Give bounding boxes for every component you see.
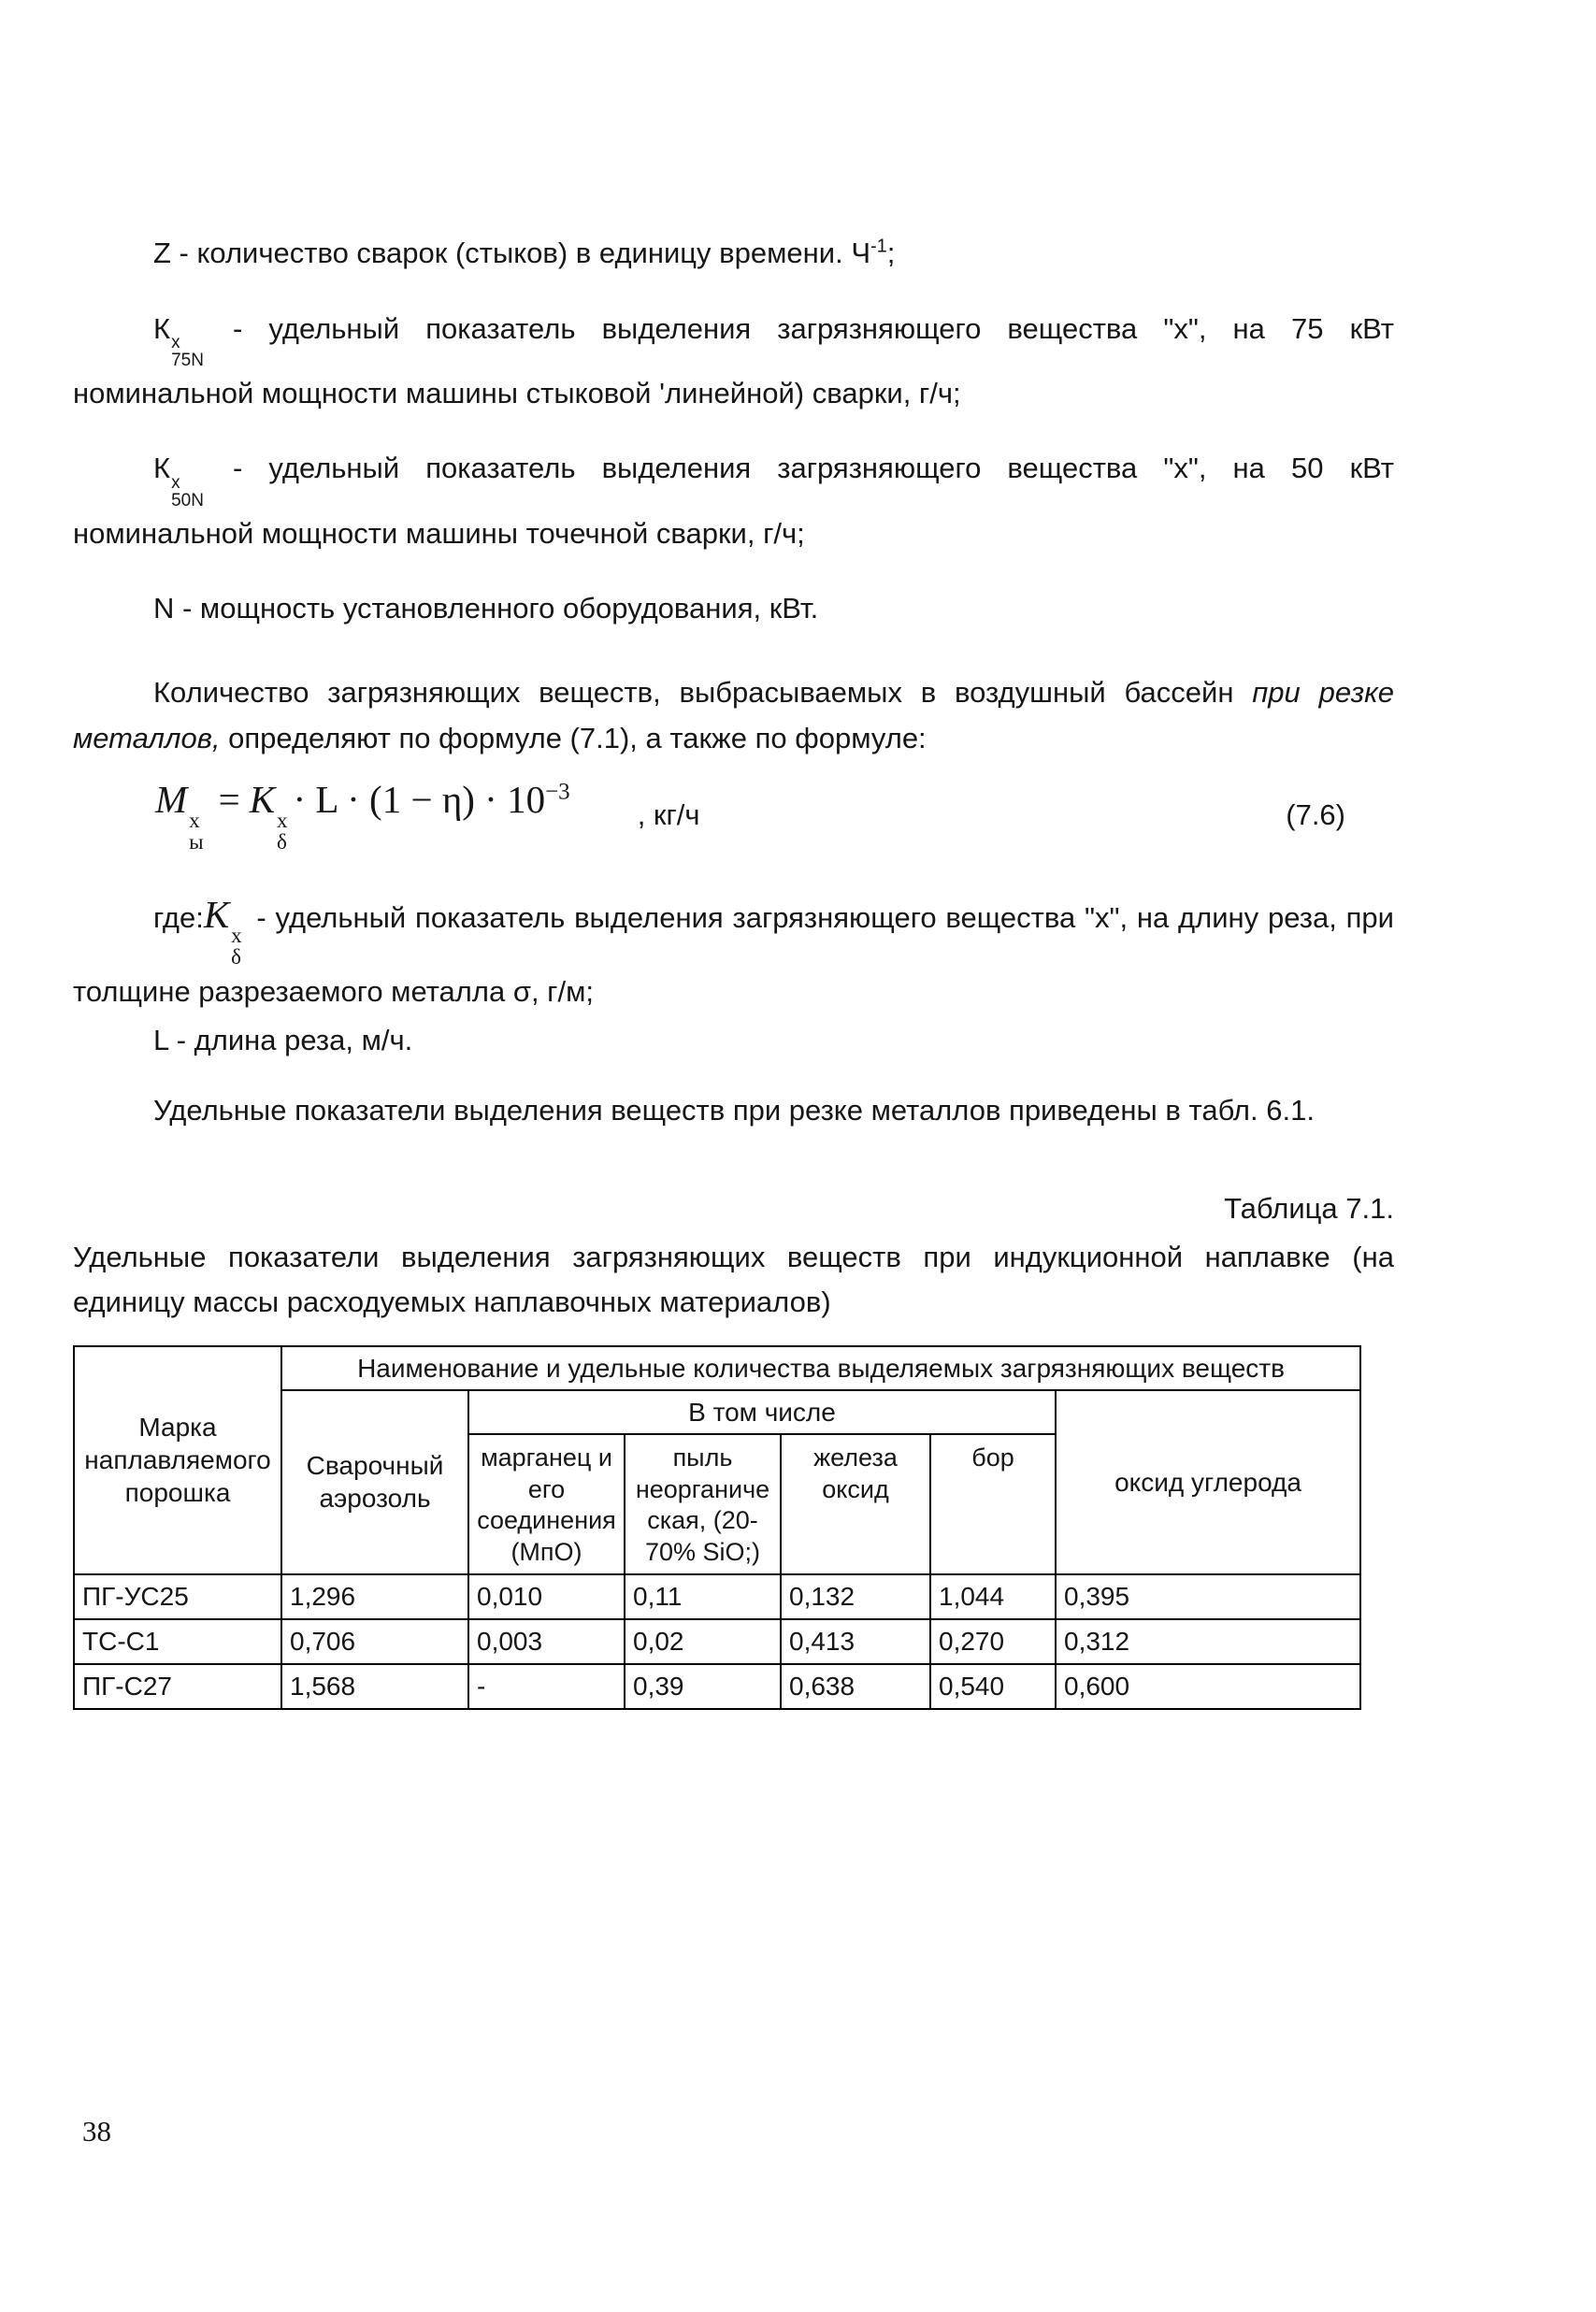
paragraph-table-reference [73, 1087, 1394, 1134]
formula-m-symbol: М [155, 777, 188, 821]
k75n-symbol: К х 75N [153, 311, 204, 371]
header-mn-cell: марганец и его соединения (МпО) [468, 1434, 625, 1574]
formula-equals: = [218, 777, 240, 821]
table-cell: 1,568 [281, 1664, 468, 1709]
table-cell: 0,11 [625, 1574, 781, 1619]
k75n-text: - удельный показатель выделения загрязняющего вещества "х", на 75 кВт номинальной мощности машины стыковой 'линейной) сварки, г/ч; [73, 311, 1394, 409]
page-number: 38 [82, 2115, 111, 2147]
emissions-table [73, 1345, 1361, 1710]
header-aerosol-cell: Сварочный аэрозоль [281, 1390, 468, 1574]
table-cell: 0,010 [468, 1574, 625, 1619]
table-caption-label: Таблица 7.1. [1224, 1191, 1394, 1225]
n-definition-text: N - мощность установленного оборудования, кВт. [153, 592, 819, 625]
paragraph-intro [73, 669, 1394, 762]
formula-number: (7.6) [1286, 797, 1345, 831]
header-dust-cell: пыль неорганическая, (20-70% SiO;) [625, 1434, 781, 1574]
paragraph-n-definition [73, 585, 1394, 632]
table-row [74, 1664, 1360, 1709]
table-reference-text: Удельные показатели выделения веществ при резке металлов приведены в табл. 6.1. [153, 1094, 1315, 1127]
where-k-scripts: х δ [231, 924, 242, 969]
table-row [74, 1574, 1360, 1619]
table-cell: 0,706 [281, 1619, 468, 1664]
table-cell: 0,312 [1056, 1619, 1360, 1664]
where-k-symbol: К х δ [203, 892, 242, 969]
formula-units: , кг/ч [637, 797, 700, 831]
where-prefix: где: [153, 900, 204, 934]
table-cell: 0,270 [930, 1619, 1056, 1664]
header-fe-cell: железа оксид [781, 1434, 930, 1574]
table-cell-mark: ТС-С1 [74, 1619, 281, 1664]
table-cell: 0,413 [781, 1619, 930, 1664]
table-caption-title: Удельные показатели выделения загрязняющих веществ при индукционной наплавке (на единицу массы расходуемых наплавочных материалов) [73, 1240, 1394, 1318]
paragraph-k50n-definition [73, 445, 1394, 556]
header-including-cell: В том числе [468, 1390, 1056, 1434]
header-co-cell: оксид углерода [1056, 1390, 1360, 1574]
where-text: - удельный показатель выделения загрязняющего вещества "х", на длину реза, при толщине разрезаемого металла σ, г/м; [73, 900, 1394, 1008]
table-cell: 0,638 [781, 1664, 930, 1709]
table-cell: 0,540 [930, 1664, 1056, 1709]
intro-text-1: Количество загрязняющих веществ, выбрасываемых в воздушный бассейн [153, 675, 1253, 709]
k50n-scripts: х 50N [171, 472, 204, 511]
k50n-text: - удельный показатель выделения загрязняющего вещества "х", на 50 кВт номинальной мощности машины точечной сварки, г/ч; [73, 452, 1394, 550]
paragraph-l-definition [73, 1017, 1394, 1064]
table-header-row-1 [74, 1346, 1360, 1390]
z-definition-text: Z - количество сварок (стыков) в единицу времени. Ч [153, 237, 870, 269]
table-cell: 0,395 [1056, 1574, 1360, 1619]
l-definition-text: L - длина реза, м/ч. [153, 1023, 413, 1056]
intro-italic-phrase: при резке металлов, [73, 675, 1394, 755]
formula-exponent: −3 [545, 779, 570, 805]
formula-7-6 [73, 777, 1394, 854]
intro-text-2: определяют по формуле (7.1), а также по формуле: [220, 722, 927, 755]
formula-expression [155, 777, 570, 854]
z-exponent: -1 [870, 236, 887, 257]
table-cell: - [468, 1664, 625, 1709]
table-cell: 0,39 [625, 1664, 781, 1709]
table-cell: 0,02 [625, 1619, 781, 1664]
paragraph-where [73, 892, 1394, 1015]
table-cell-mark: ПГ-С27 [74, 1664, 281, 1709]
table-cell: 0,003 [468, 1619, 625, 1664]
formula-body: · L · (1 − η) · 10 [293, 777, 546, 821]
table-cell: 0,600 [1056, 1664, 1360, 1709]
table-cell: 0,132 [781, 1574, 930, 1619]
header-mark-cell: Марка наплавляемого порошка [74, 1346, 281, 1574]
z-definition-tail: ; [886, 237, 896, 269]
header-main-cell: Наименование и удельные количества выделяемых загрязняющих веществ [281, 1346, 1360, 1390]
formula-k-symbol: К [249, 777, 275, 821]
table-row [74, 1619, 1360, 1664]
header-boron-cell: бор [930, 1434, 1056, 1574]
paragraph-z-definition [73, 230, 1394, 277]
table-cell: 1,296 [281, 1574, 468, 1619]
paragraph-k75n-definition [73, 306, 1394, 417]
formula-m-scripts: х ы [189, 809, 204, 854]
formula-k-scripts: х δ [276, 809, 288, 854]
k75n-scripts: х 75N [171, 333, 204, 371]
k50n-symbol: К х 50N [153, 452, 204, 511]
table-cell: 1,044 [930, 1574, 1056, 1619]
table-cell-mark: ПГ-УС25 [74, 1574, 281, 1619]
